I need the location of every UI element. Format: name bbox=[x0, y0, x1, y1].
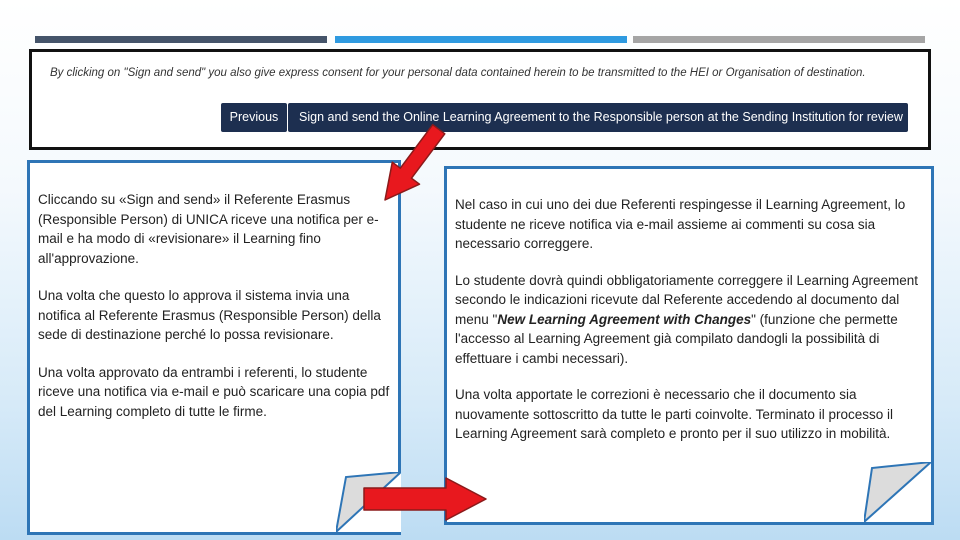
right-note-paragraph-2-start: Lo studente dovrà quindi obbligatoriamente correggere il Learning Agreement secondo le indicazioni ricevute dal Referente accedendo al documento dal menu " bbox=[455, 272, 919, 327]
left-note-paragraph-2: Una volta che questo lo approva il sistema invia una notifica al Referente Erasmus (Responsible Person) della sede di destinazione perché lo possa revisionare. bbox=[38, 288, 381, 342]
red-arrow-right-icon bbox=[360, 474, 490, 524]
consent-prefix: By clicking on bbox=[50, 67, 124, 79]
decor-bar-gray bbox=[633, 36, 925, 43]
right-note-fold-corner bbox=[864, 462, 931, 522]
right-note-paragraph-3: Una volta apportate le correzioni è necessario che il documento sia nuovamente sottoscritto da tutte le parti coinvolte. Terminato il processo il Learning Agreement sarà completo e pronto per il suo utilizzo in mobilità. bbox=[455, 387, 893, 441]
consent-quote: "Sign and send" bbox=[123, 67, 206, 79]
left-note-paragraph-1: Cliccando su «Sign and send» il Referente Erasmus (Responsible Person) di UNICA riceve una notifica per e-mail e ha modo di «revisionare» il Learning fino all'approvazione. bbox=[38, 192, 379, 266]
sign-and-send-button[interactable]: Sign and send the Online Learning Agreement to the Responsible person at the Sending Institution for review bbox=[288, 103, 908, 132]
left-note-card bbox=[27, 160, 401, 535]
right-note-paragraph-1: Nel caso in cui uno dei due Referenti respingesse il Learning Agreement, lo studente ne riceve notifica via e-mail assieme ai commenti su cosa sia necessario correggere. bbox=[455, 197, 906, 251]
previous-button[interactable]: Previous bbox=[221, 103, 287, 132]
consent-notice bbox=[50, 67, 910, 79]
red-arrow-down-left-icon bbox=[380, 122, 452, 204]
new-learning-agreement-menu-name: New Learning Agreement with Changes bbox=[497, 311, 752, 327]
right-note-paragraph-2 bbox=[455, 271, 919, 369]
consent-suffix: you also give express consent for your personal data contained herein to be transmitted to the HEI or Organisation of destination. bbox=[205, 67, 866, 79]
decor-bar-dark bbox=[35, 36, 327, 43]
erasmus-screenshot-panel bbox=[29, 49, 931, 150]
left-note-paragraph-3: Una volta approvato da entrambi i referenti, lo studente riceve una notifica via e-mail e può scaricare una copia pdf del Learning completo di tutte le firme. bbox=[38, 364, 390, 419]
right-note-paragraph-2-end: " (funzione che permette l'accesso al Learning Agreement già compilato dandogli la possibilità di effettuare i cambi necessari). bbox=[455, 311, 898, 366]
right-note-card bbox=[444, 166, 934, 525]
decor-bar-blue bbox=[335, 36, 627, 43]
